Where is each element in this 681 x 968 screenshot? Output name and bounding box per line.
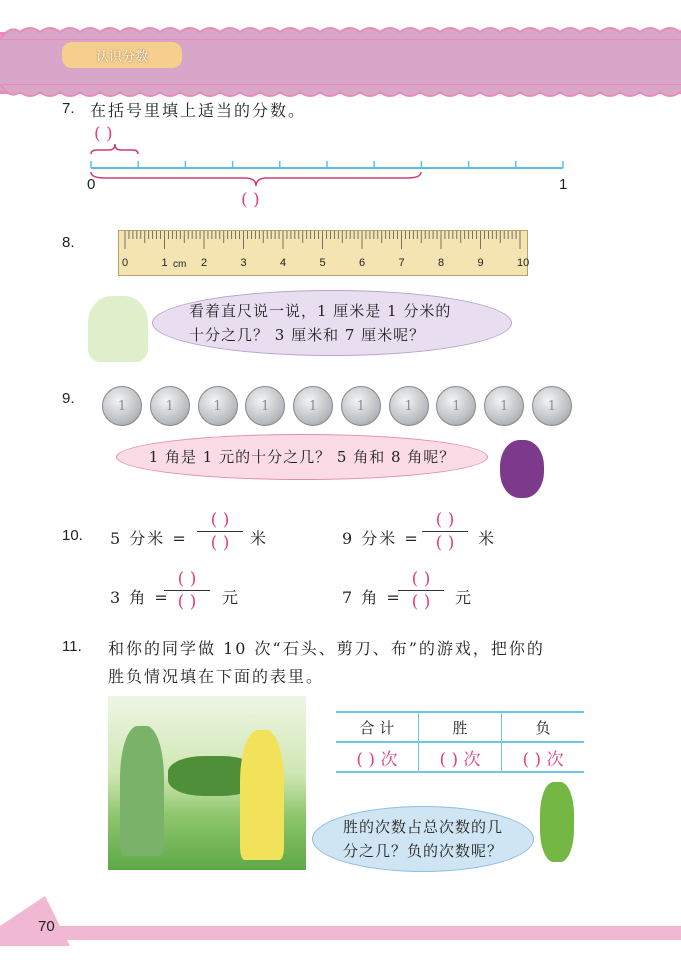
ruler-label: 0 <box>122 257 129 269</box>
question-11-line-2: 胜负情况填在下面的表里。 <box>108 667 325 686</box>
fraction-blank-2[interactable]: ( ) ( ) <box>422 510 468 553</box>
bubble-line-1: 胜的次数占总次数的几 <box>342 818 503 836</box>
one-jiao-coin: 1 <box>293 386 333 426</box>
fraction-blank-1[interactable]: ( ) ( ) <box>197 510 243 553</box>
cell-total[interactable]: ( ) 次 <box>336 742 418 772</box>
label-0: 0 <box>87 176 96 193</box>
one-jiao-coin: 1 <box>389 386 429 426</box>
one-jiao-coin: 1 <box>245 386 285 426</box>
one-jiao-coin: 1 <box>532 386 572 426</box>
question-8-number: 8. <box>62 234 75 251</box>
ruler-label: 10 <box>517 257 530 269</box>
one-jiao-coin: 1 <box>484 386 524 426</box>
q10-item-2-unit: 米 <box>478 529 497 548</box>
page-number: 70 <box>38 918 55 935</box>
bubble-line-2: 分之几？负的次数呢？ <box>342 842 503 860</box>
blank-bottom[interactable]: ( ) <box>241 190 260 210</box>
question-7-number: 7. <box>62 100 75 117</box>
bubble-line-2: 十分之几？ 3 厘米和 7 厘米呢？ <box>189 326 426 344</box>
q10-item-1-left: 5 分米 = <box>110 529 188 548</box>
cell-win[interactable]: ( ) 次 <box>418 742 501 772</box>
header-wave-top <box>0 24 681 40</box>
cell-lose[interactable]: ( ) 次 <box>502 742 584 772</box>
one-jiao-coin: 1 <box>102 386 142 426</box>
ruler-label: 7 <box>398 257 405 269</box>
unit-title-badge <box>62 42 182 68</box>
header-lose: 负 <box>502 712 584 742</box>
question-9-number: 9. <box>62 390 75 407</box>
ruler-label: 1 <box>161 257 168 269</box>
question-10-number: 10. <box>62 527 83 544</box>
q10-item-4-unit: 元 <box>455 588 474 607</box>
one-jiao-coin: 1 <box>341 386 381 426</box>
ruler-label: 6 <box>359 257 366 269</box>
brace-seven-segments <box>91 172 421 186</box>
question-11-number: 11. <box>62 638 82 655</box>
header-total: 合 计 <box>336 712 418 742</box>
eggplant-character <box>500 440 544 498</box>
cabbage-character <box>88 296 148 362</box>
ruler-unit: cm <box>173 259 187 270</box>
ruler-label: 3 <box>240 257 247 269</box>
one-jiao-coin: 1 <box>150 386 190 426</box>
ruler-label: 4 <box>280 257 287 269</box>
question-7-text: 在括号里填上适当的分数。 <box>90 101 307 120</box>
brace-one-segment <box>91 144 138 154</box>
q10-item-1-unit: 米 <box>250 529 269 548</box>
ruler-label: 8 <box>438 257 445 269</box>
q10-item-2-left: 9 分米 = <box>342 529 420 548</box>
unit-title: 认识分数 <box>95 49 148 65</box>
fraction-blank-4[interactable]: ( ) ( ) <box>398 569 444 612</box>
children-illustration <box>108 696 306 870</box>
one-jiao-coin: 1 <box>436 386 476 426</box>
ruler-label: 5 <box>319 257 326 269</box>
speech-bubble-coins <box>116 434 488 480</box>
blank-top[interactable]: ( ) <box>94 124 113 144</box>
number-line <box>85 140 575 200</box>
q10-item-4-left: 7 角 = <box>342 588 402 607</box>
speech-bubble-results <box>312 806 534 872</box>
q10-item-3-unit: 元 <box>222 588 241 607</box>
header-win: 胜 <box>418 712 501 742</box>
q10-item-3-left: 3 角 = <box>110 588 170 607</box>
one-jiao-coin: 1 <box>198 386 238 426</box>
question-11-line-1: 和你的同学做 10 次“石头、剪刀、布”的游戏，把你的 <box>108 639 545 658</box>
label-1: 1 <box>559 176 568 193</box>
speech-bubble-ruler <box>152 290 512 356</box>
bubble-line-1: 看着直尺说一说，1 厘米是 1 分米的 <box>189 302 452 320</box>
ruler <box>118 230 528 276</box>
fraction-blank-3[interactable]: ( ) ( ) <box>164 569 210 612</box>
ruler-label: 2 <box>201 257 208 269</box>
ruler-label: 9 <box>477 257 484 269</box>
bubble-text: 1 角是 1 元的十分之几？ 5 角和 8 角呢？ <box>148 448 456 466</box>
footer-bar <box>60 926 681 940</box>
girl-figure <box>120 726 164 856</box>
boy-figure <box>240 730 284 860</box>
pea-character <box>540 782 574 862</box>
results-table <box>336 711 584 773</box>
coin-row <box>102 386 572 426</box>
